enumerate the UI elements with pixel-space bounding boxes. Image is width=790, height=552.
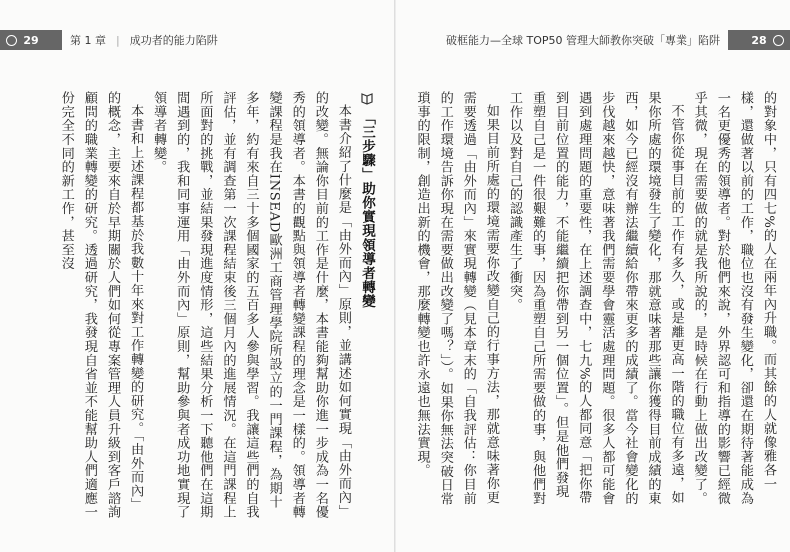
left-page-header <box>0 30 394 50</box>
book-title: 破框能力—全球 TOP50 管理大師教你突破「專業」陷阱 <box>446 34 720 47</box>
chapter-title: 成功者的能力陷阱 <box>129 34 218 47</box>
book-icon <box>360 91 374 105</box>
header-separator: | <box>116 33 120 47</box>
right-page-header <box>396 30 790 50</box>
left-page-number: 29 <box>0 30 62 50</box>
section-subheading <box>355 91 378 521</box>
subheading-text: 「三步驟」助你實現領導者轉變 <box>359 111 375 309</box>
right-paragraph-2: 不管你從事目前的工作有多久，或是離更高一階的職位有多遠，如果你所處的環境發生了變化，那就意味著那些讓你獲得目前成績的東西，如今已經沒有辦法繼續給你帶來更多的成績了。當今社會變化的步伐越來越快，意味著我們需要學會靈活處理問題。很多人都可能會遇到處理問題的重要性，在上述調查中，七九%的人都同意「把你帶到目前位置的能力，不能繼續把你帶到另一個位置」。但是他們發現重塑自己是一件很艱難的事，因為重塑自己所需要做的事，與他們對工作以及對自己的認識產生了衝突。 <box>506 91 684 505</box>
right-paragraph-1: 的對象中，只有四七%的人在兩年內升職。而其餘的人就像雅各一樣，還做著以前的工作，職位也沒有發生變化，卻還在期待著能成為一名更優秀的領導者。對於他們來說，外界認可和指導的影響已經微乎其微，現在需要做的就是我所說的，是時候在行動上做出改變了。 <box>691 91 776 505</box>
left-page-body <box>28 91 378 521</box>
left-paragraph-2: 本書和上述課程都基於我數十年來對工作轉變的研究。「由外而內」的概念，主要來自於早期關於人們如何從專案管理人員升級到客戶諮詢顧問的職業轉變的研究。透過研究，我發現自省並不能幫助人們適應一份完全不同的新工作，甚至沒 <box>58 91 144 519</box>
page-gutter <box>394 0 396 552</box>
right-page-body <box>410 91 780 511</box>
right-paragraph-3: 如果目前所處的環境需要你改變自己的行事方法，那就意味著你更需要透過「由外而內」來實現轉變（見本章末的「自我評估：你目前的工作環境告訴你現在需要做出改變了嗎？」）。如果你無法突破日常瑣事的限制，創造出新的機會，那麼轉變也許永遠也無法實現。 <box>414 91 499 506</box>
right-page-number: 28 <box>728 30 790 50</box>
left-paragraph-1: 本書介紹了什麼是「由外而內」原則，並講述如何實現「由外而內」的改變。無論你目前的工作是什麼，本書能夠幫助你進一步成為一名優秀的領導者。本書的觀點與領導者轉變課程的理念是一樣的。領導者轉變課程是我在INSEAD歐洲工商管理學院所設立的一門課程，為期十多年，約有來自三十多個國家的五百多人參與學習。我讓這些們的自我評估，並有調查第一次課程結束後三個月內的進展情況。在這門課程上所面對的挑戰，並結果發現進度情形，這些結果分析一下聽他們在這期間遇到的，我和同事運用「由外而內」原則，幫助參與者成功地實現了領導者轉變。 <box>151 91 351 519</box>
chapter-label: 第 1 章 <box>70 34 106 47</box>
